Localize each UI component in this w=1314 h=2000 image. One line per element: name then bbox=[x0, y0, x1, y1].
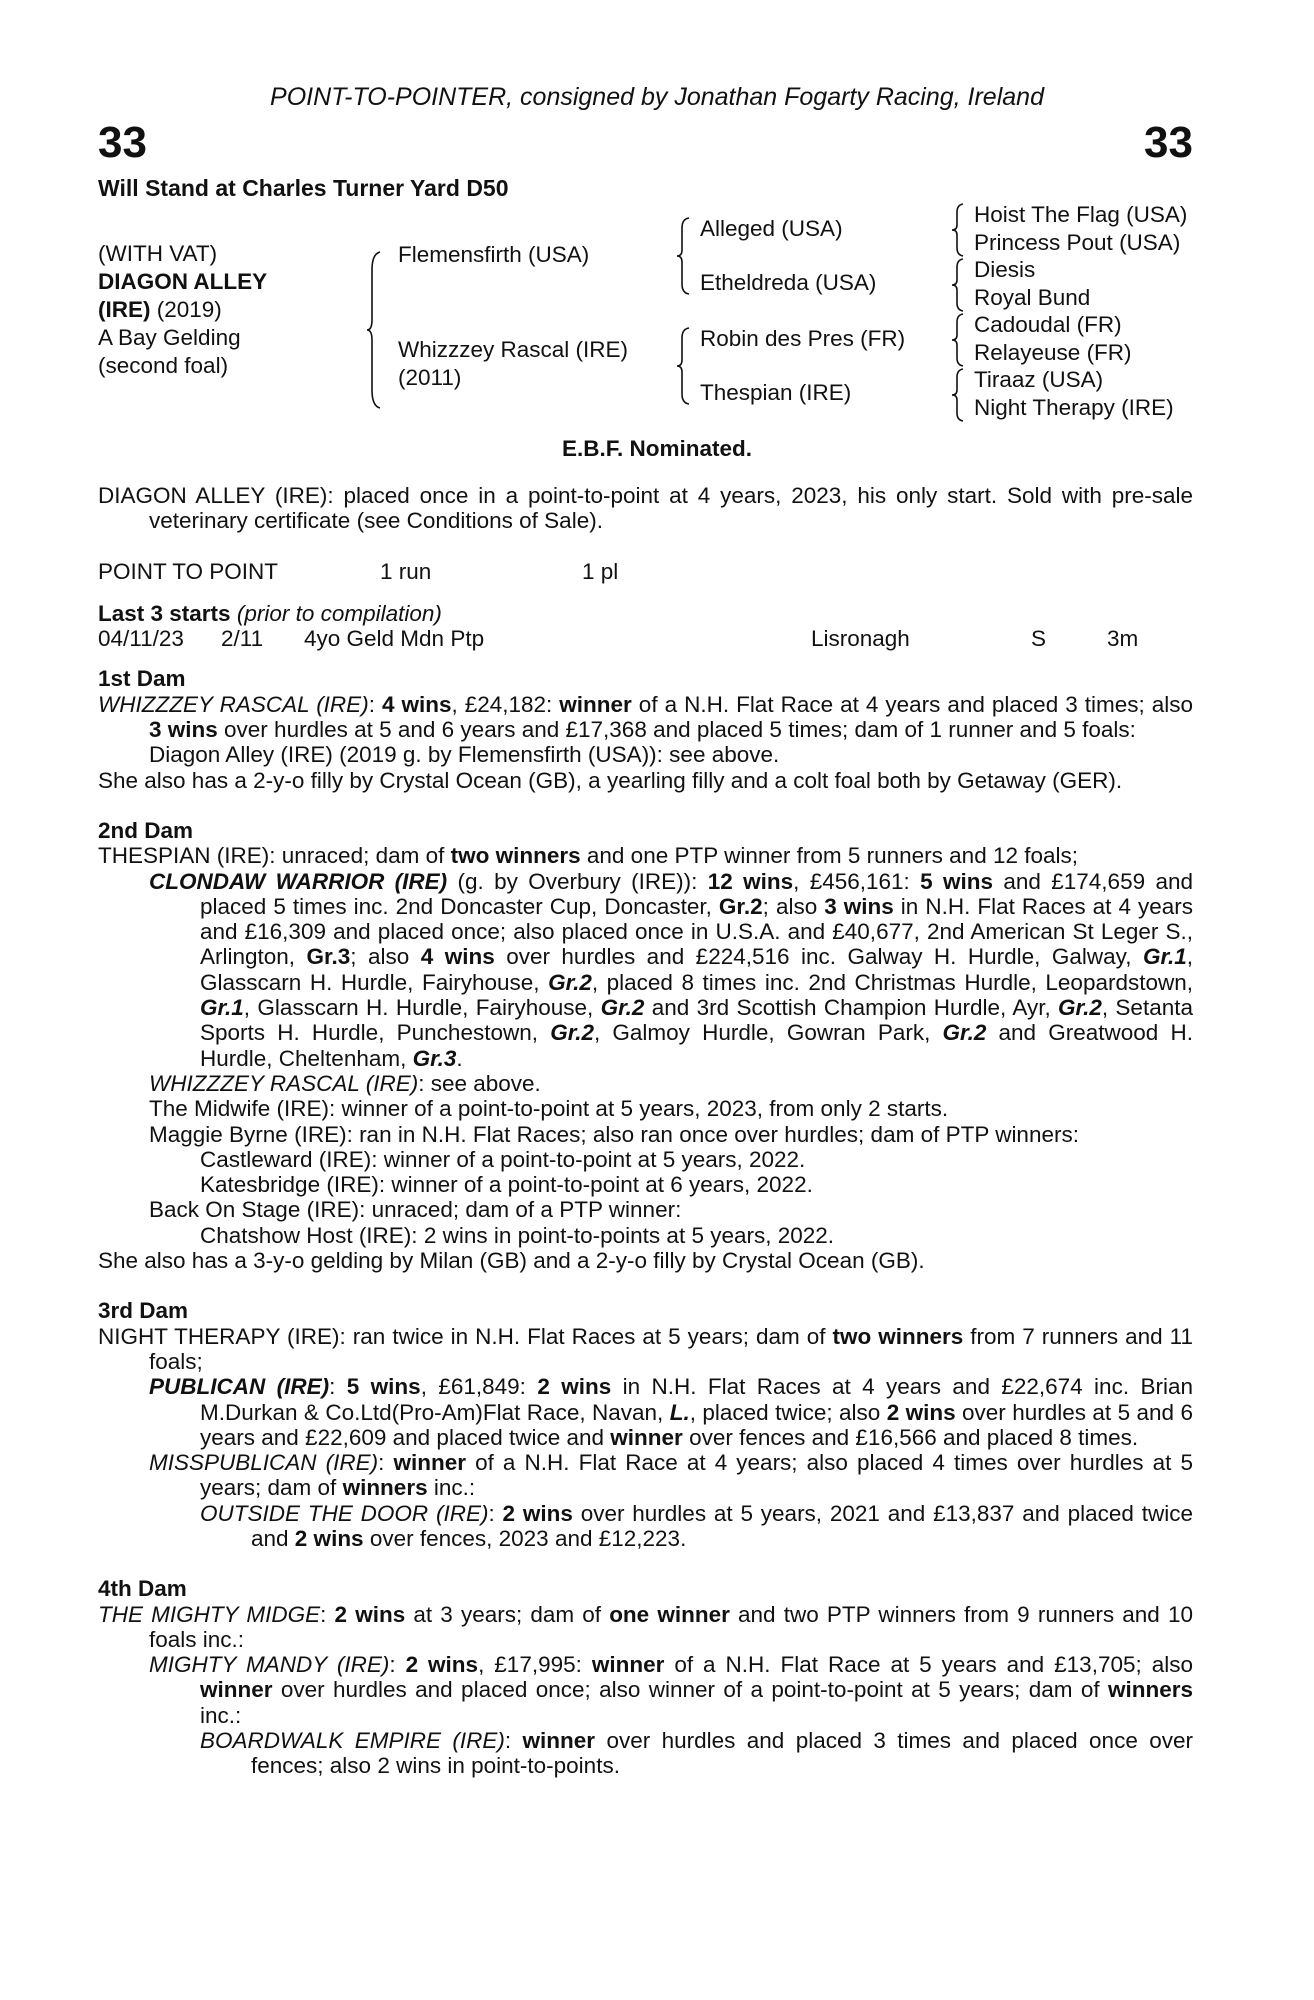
vat-note: (WITH VAT) bbox=[98, 241, 218, 266]
pedigree-brace bbox=[676, 326, 694, 406]
emphasis-text: Gr.2 bbox=[600, 995, 645, 1021]
entry-paragraph bbox=[98, 843, 1193, 868]
start-date: 04/11/23 bbox=[98, 626, 184, 652]
text-run: in N.H. Flat Races at 4 years and £22,674 inc. Brian M.Durkan & Co.Ltd(Pro-Am)Flat Race, Navan, bbox=[200, 1374, 1193, 1425]
text-run: inc.: bbox=[200, 1702, 242, 1728]
emphasis-text: Gr.1 bbox=[200, 995, 244, 1021]
emphasis-text: 3 wins bbox=[149, 717, 218, 743]
emphasis-text: 2 wins bbox=[405, 1652, 479, 1678]
text-run: Diagon Alley (IRE) (2019 g. by Flemensfirth (USA)): see above. bbox=[149, 742, 780, 768]
text-run: , Glasscarn H. Hurdle, Fairyhouse, bbox=[200, 944, 1193, 995]
record-runs: 1 run bbox=[380, 558, 432, 584]
section-heading: 4th Dam bbox=[98, 1576, 187, 1602]
text-run: and 3rd Scottish Champion Hurdle, Ayr, bbox=[644, 995, 1059, 1021]
horse-description: A Bay Gelding bbox=[98, 325, 241, 350]
text-run: . bbox=[456, 1045, 463, 1071]
text-run: over hurdles and £224,516 inc. Galway H. Hurdle, Galway, bbox=[494, 944, 1143, 970]
text-run: : bbox=[368, 691, 382, 717]
text-run: : see above. bbox=[418, 1070, 541, 1096]
great-grandparent: Night Therapy (IRE) bbox=[974, 395, 1174, 420]
emphasis-text: winner bbox=[591, 1652, 665, 1678]
entry-paragraph bbox=[98, 1501, 1193, 1552]
emphasis-text: winner bbox=[393, 1450, 466, 1476]
pedigree-brace bbox=[950, 312, 968, 368]
emphasis-text: winner bbox=[610, 1424, 683, 1450]
emphasis-text: Gr.2 bbox=[550, 1020, 594, 1046]
pedigree-brace bbox=[676, 216, 694, 296]
entry-paragraph bbox=[98, 1147, 1193, 1172]
record-placed: 1 pl bbox=[582, 558, 619, 584]
text-run: over hurdles at 5 and 6 years and £22,609 and placed twice and bbox=[200, 1399, 1193, 1450]
entry-paragraph bbox=[98, 869, 1193, 1071]
entry-paragraph bbox=[98, 483, 1193, 534]
entry-paragraph bbox=[98, 1652, 1193, 1728]
granddam-maternal: Thespian (IRE) bbox=[700, 380, 852, 405]
text-run: in N.H. Flat Races at 4 years and £16,309 and placed once; also placed once in U.S.A. and £40,677, 2nd American St Leger S., Arlington, bbox=[200, 893, 1193, 970]
dam-section bbox=[98, 793, 1193, 1273]
text-run: , £61,849: bbox=[420, 1374, 538, 1400]
last-starts-title: Last 3 starts bbox=[98, 600, 231, 626]
dam-section bbox=[98, 666, 1193, 792]
dam-section bbox=[98, 1273, 1193, 1551]
text-run: , placed 8 times inc. 2nd Christmas Hurdle, Leopardstown, bbox=[591, 969, 1193, 995]
text-run: : bbox=[320, 1601, 335, 1627]
text-run: THESPIAN (IRE): unraced; dam of bbox=[98, 843, 451, 869]
text-run: DIAGON ALLEY (IRE): placed once in a point-to-point at 4 years, 2023, his only start. Sold with pre-sale veterinary certificate (see Conditions of Sale). bbox=[98, 483, 1193, 534]
horse-year: (2019) bbox=[156, 297, 222, 322]
text-run: ; also bbox=[350, 944, 421, 970]
emphasis-text: winners bbox=[342, 1475, 428, 1501]
text-run: : bbox=[329, 1374, 347, 1400]
text-run: , £17,995: bbox=[478, 1652, 592, 1678]
text-run: over hurdles at 5 and 6 years and £17,368 and placed 5 times; dam of 1 runner and 5 foals: bbox=[217, 717, 1136, 743]
emphasis-text: Gr.3 bbox=[412, 1045, 457, 1071]
text-run: of a N.H. Flat Race at 5 years and £13,705; also bbox=[664, 1652, 1193, 1678]
text-run: , Galmoy Hurdle, Gowran Park, bbox=[593, 1020, 943, 1046]
lot-number-right: 33 bbox=[1144, 118, 1193, 167]
emphasis-text: THE MIGHTY MIDGE bbox=[98, 1601, 321, 1627]
horse-country: (IRE) bbox=[98, 297, 151, 322]
text-run: over hurdles at 5 years, 2021 and £13,837 and placed twice and bbox=[251, 1500, 1193, 1551]
entry-paragraph bbox=[98, 1172, 1193, 1197]
entry-paragraph bbox=[98, 1450, 1193, 1501]
emphasis-text: winner bbox=[559, 691, 632, 717]
dam: Whizzzey Rascal (IRE) bbox=[398, 337, 629, 362]
section-heading: 2nd Dam bbox=[98, 817, 194, 843]
text-run: , placed twice; also bbox=[689, 1399, 887, 1425]
ebf-nomination: E.B.F. Nominated. bbox=[561, 436, 753, 461]
emphasis-text: PUBLICAN (IRE) bbox=[149, 1374, 330, 1400]
horse-name: DIAGON ALLEY bbox=[98, 269, 268, 294]
text-run: : bbox=[378, 1450, 394, 1476]
text-run: inc.: bbox=[427, 1475, 476, 1501]
text-run: of a N.H. Flat Race at 4 years and placed 3 times; also bbox=[631, 691, 1193, 717]
emphasis-text: 2 wins bbox=[334, 1601, 406, 1627]
emphasis-text: Gr.1 bbox=[1142, 944, 1187, 970]
emphasis-text: Gr.2 bbox=[1058, 995, 1102, 1021]
start-position: 2/11 bbox=[221, 626, 264, 652]
text-run: over hurdles and placed 3 times and placed once over fences; also 2 wins in point-to-points. bbox=[251, 1728, 1193, 1779]
emphasis-text: 4 wins bbox=[381, 691, 452, 717]
text-run: (g. by Overbury (IRE)): bbox=[447, 868, 708, 894]
emphasis-text: 2 wins bbox=[502, 1500, 573, 1526]
emphasis-text: Gr.3 bbox=[306, 944, 351, 970]
emphasis-text: one winner bbox=[609, 1601, 730, 1627]
emphasis-text: CLONDAW WARRIOR (IRE) bbox=[149, 868, 448, 894]
race-record bbox=[98, 559, 1193, 584]
emphasis-text: Gr.2 bbox=[942, 1020, 987, 1046]
emphasis-text: MIGHTY MANDY (IRE) bbox=[149, 1652, 390, 1678]
granddam-paternal: Etheldreda (USA) bbox=[700, 270, 877, 295]
text-run: , £456,161: bbox=[793, 868, 921, 894]
entry-paragraph bbox=[98, 768, 1193, 793]
emphasis-text: L. bbox=[669, 1399, 690, 1425]
entry-paragraph bbox=[98, 1071, 1193, 1096]
emphasis-text: 5 wins bbox=[346, 1374, 421, 1400]
entry-paragraph bbox=[98, 1602, 1193, 1653]
record-label: POINT TO POINT bbox=[98, 558, 279, 584]
great-grandparent: Relayeuse (FR) bbox=[974, 340, 1132, 365]
text-run: , Setanta Sports H. Hurdle, Punchestown, bbox=[200, 995, 1193, 1046]
entry-paragraph bbox=[98, 1728, 1193, 1779]
text-run: , Glasscarn H. Hurdle, Fairyhouse, bbox=[243, 995, 601, 1021]
text-run: from 7 runners and 11 foals; bbox=[149, 1323, 1193, 1374]
start-race: 4yo Geld Mdn Ptp bbox=[304, 626, 485, 652]
grandsire-maternal: Robin des Pres (FR) bbox=[700, 326, 906, 351]
text-run: Maggie Byrne (IRE): ran in N.H. Flat Races; also ran once over hurdles; dam of PTP winners: bbox=[149, 1121, 1079, 1147]
text-run: Katesbridge (IRE): winner of a point-to-point at 6 years, 2022. bbox=[200, 1172, 813, 1198]
great-grandparent: Tiraaz (USA) bbox=[974, 367, 1104, 392]
emphasis-text: Gr.2 bbox=[718, 893, 763, 919]
emphasis-text: OUTSIDE THE DOOR (IRE) bbox=[200, 1500, 489, 1526]
entry-paragraph bbox=[98, 1248, 1193, 1273]
text-run: ; also bbox=[762, 893, 825, 919]
stand-location: Will Stand at Charles Turner Yard D50 bbox=[98, 175, 509, 201]
text-run: and two PTP winners from 9 runners and 10 foals inc.: bbox=[149, 1601, 1193, 1652]
emphasis-text: MISSPUBLICAN (IRE) bbox=[149, 1450, 379, 1476]
text-run: at 3 years; dam of bbox=[405, 1601, 610, 1627]
section-heading: 1st Dam bbox=[98, 666, 186, 692]
text-run: She also has a 3-y-o gelding by Milan (GB) and a 2-y-o filly by Crystal Ocean (GB). bbox=[98, 1248, 925, 1274]
text-run: of a N.H. Flat Race at 4 years; also placed 4 times over hurdles at 5 years; dam of bbox=[200, 1450, 1193, 1501]
start-distance: 3m bbox=[1107, 626, 1139, 652]
emphasis-text: 5 wins bbox=[920, 868, 994, 894]
start-course: Lisronagh bbox=[811, 626, 910, 652]
text-run: over fences, 2023 and £12,223. bbox=[363, 1525, 687, 1551]
text-run: , £24,182: bbox=[451, 691, 560, 717]
last-starts-heading bbox=[98, 601, 1193, 626]
emphasis-text: 2 wins bbox=[294, 1525, 364, 1551]
entry-paragraph bbox=[98, 692, 1193, 743]
entry-paragraph bbox=[98, 1197, 1193, 1222]
entry-paragraph bbox=[98, 1096, 1193, 1121]
pedigree-brace bbox=[366, 250, 386, 410]
emphasis-text: 2 wins bbox=[886, 1399, 956, 1425]
emphasis-text: winner bbox=[200, 1677, 273, 1703]
text-run: She also has a 2-y-o filly by Crystal Ocean (GB), a yearling filly and a colt foal both by Getaway (GER). bbox=[98, 767, 1123, 793]
great-grandparent: Princess Pout (USA) bbox=[974, 230, 1181, 255]
text-run: : bbox=[488, 1500, 503, 1526]
pedigree-brace bbox=[950, 202, 968, 258]
pedigree-brace bbox=[950, 257, 968, 313]
last-starts-note: (prior to compilation) bbox=[236, 600, 442, 626]
text-run: and Greatwood H. Hurdle, Cheltenham, bbox=[200, 1020, 1194, 1071]
emphasis-text: two winners bbox=[832, 1323, 964, 1349]
emphasis-text: WHIZZZEY RASCAL (IRE) bbox=[98, 691, 369, 717]
pedigree-brace bbox=[950, 367, 968, 423]
emphasis-text: two winners bbox=[450, 843, 581, 869]
entry-paragraph bbox=[98, 742, 1193, 767]
entry-paragraph bbox=[98, 1324, 1193, 1375]
grandsire-paternal: Alleged (USA) bbox=[700, 216, 843, 241]
text-run: and one PTP winner from 5 runners and 12 foals; bbox=[580, 843, 1079, 869]
text-run: over fences and £16,566 and placed 8 times. bbox=[682, 1424, 1139, 1450]
lot-number-left: 33 bbox=[98, 118, 147, 167]
emphasis-text: 12 wins bbox=[707, 868, 794, 894]
great-grandparent: Hoist The Flag (USA) bbox=[974, 202, 1188, 227]
text-run: : bbox=[389, 1652, 406, 1678]
consignor-header: POINT-TO-POINTER, consigned by Jonathan Fogarty Racing, Ireland bbox=[270, 83, 1044, 111]
entry-paragraph bbox=[98, 1374, 1193, 1450]
catalogue-body bbox=[98, 483, 1193, 1779]
text-run: and £174,659 and placed 5 times inc. 2nd Doncaster Cup, Doncaster, bbox=[200, 868, 1193, 919]
great-grandparent: Cadoudal (FR) bbox=[974, 312, 1122, 337]
great-grandparent: Royal Bund bbox=[974, 285, 1091, 310]
emphasis-text: 3 wins bbox=[824, 893, 894, 919]
text-run: : bbox=[504, 1728, 523, 1754]
sire: Flemensfirth (USA) bbox=[398, 242, 590, 267]
emphasis-text: Gr.2 bbox=[548, 969, 592, 995]
emphasis-text: winners bbox=[1107, 1677, 1193, 1703]
intro-paragraph bbox=[98, 483, 1193, 534]
emphasis-text: BOARDWALK EMPIRE (IRE) bbox=[200, 1728, 505, 1754]
entry-paragraph bbox=[98, 1223, 1193, 1248]
start-going: S bbox=[1031, 626, 1047, 652]
foal-note: (second foal) bbox=[98, 353, 229, 378]
section-heading: 3rd Dam bbox=[98, 1298, 189, 1324]
text-run: over hurdles and placed once; also winner of a point-to-point at 5 years; dam of bbox=[272, 1677, 1108, 1703]
emphasis-text: 4 wins bbox=[420, 944, 495, 970]
emphasis-text: 2 wins bbox=[537, 1374, 612, 1400]
text-run: The Midwife (IRE): winner of a point-to-point at 5 years, 2023, from only 2 starts. bbox=[149, 1096, 949, 1122]
emphasis-text: winner bbox=[522, 1728, 596, 1754]
dam-section bbox=[98, 1551, 1193, 1778]
great-grandparent: Diesis bbox=[974, 257, 1036, 282]
emphasis-text: WHIZZZEY RASCAL (IRE) bbox=[149, 1070, 419, 1096]
text-run: NIGHT THERAPY (IRE): ran twice in N.H. Flat Races at 5 years; dam of bbox=[98, 1323, 833, 1349]
text-run: Back On Stage (IRE): unraced; dam of a PTP winner: bbox=[149, 1197, 682, 1223]
text-run: Chatshow Host (IRE): 2 wins in point-to-points at 5 years, 2022. bbox=[200, 1222, 835, 1248]
text-run: Castleward (IRE): winner of a point-to-point at 5 years, 2022. bbox=[200, 1146, 806, 1172]
last-start-row bbox=[98, 626, 1193, 651]
entry-paragraph bbox=[98, 1122, 1193, 1147]
dam-year: (2011) bbox=[398, 365, 462, 390]
